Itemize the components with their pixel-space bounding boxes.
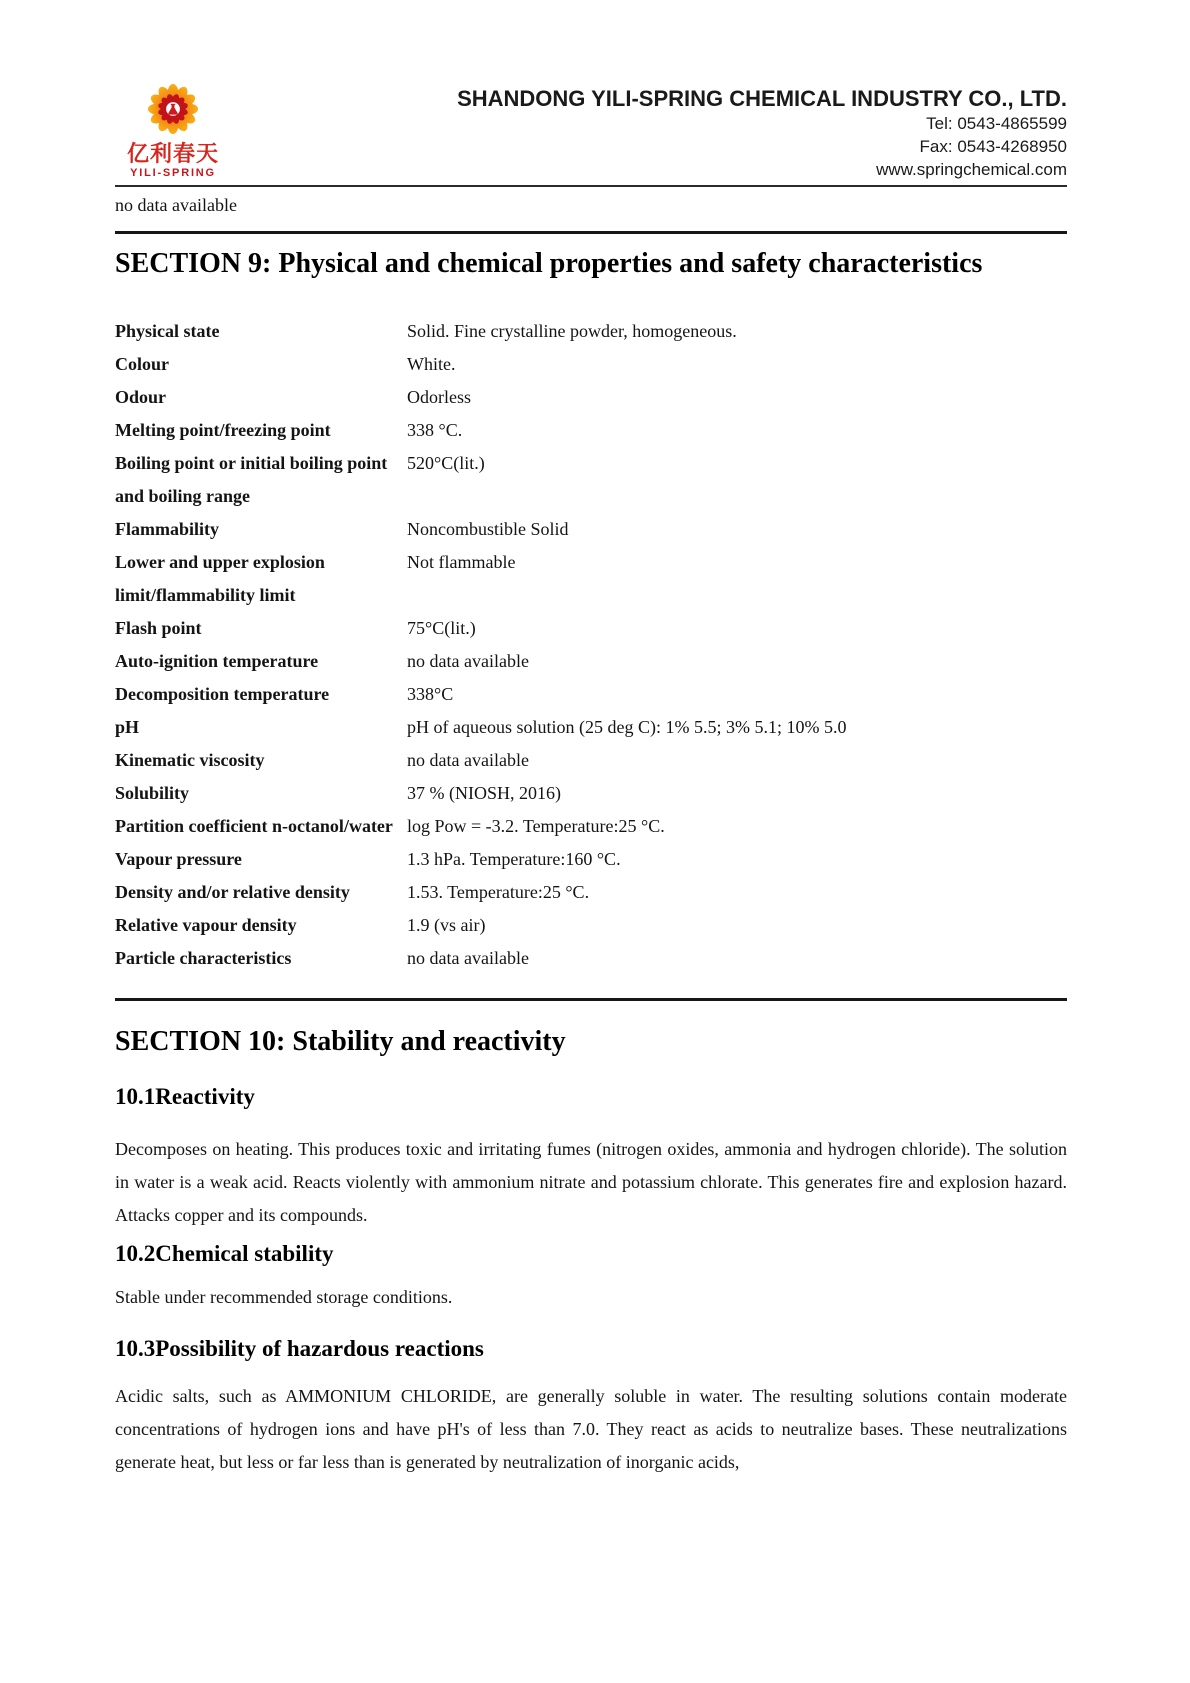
logo-chinese-name: 亿利春天 <box>126 141 219 166</box>
property-row <box>115 843 1067 876</box>
subsection-body: Decomposes on heating. This produces toxic and irritating fumes (nitrogen oxides, ammonia and hydrogen chloride). The solution in water is a weak acid. Reacts violently with ammonium nitrate and potassium chlorate. This generates fire and explosion hazard. Attacks copper and its compounds. <box>115 1139 1067 1225</box>
property-row <box>115 348 1067 381</box>
property-label: Physical state <box>115 321 220 341</box>
property-label: Lower and upper explosion limit/flammability limit <box>115 552 325 605</box>
property-row <box>115 612 1067 645</box>
property-value: 338°C <box>407 684 454 704</box>
properties-table <box>115 315 1067 975</box>
property-row <box>115 447 1067 513</box>
property-row <box>115 711 1067 744</box>
property-row <box>115 744 1067 777</box>
subsection-heading: 10.1Reactivity <box>115 1084 255 1109</box>
property-label: Boiling point or initial boiling point and boiling range <box>115 453 388 506</box>
property-row <box>115 678 1067 711</box>
subsection-heading: 10.2Chemical stability <box>115 1241 334 1266</box>
subsection <box>115 1083 1067 1232</box>
property-label: pH <box>115 717 140 737</box>
property-label: Melting point/freezing point <box>115 420 331 440</box>
property-label: Colour <box>115 354 169 374</box>
header <box>0 0 1190 187</box>
company-logo <box>124 78 222 179</box>
property-value: Noncombustible Solid <box>407 519 569 539</box>
property-value: Not flammable <box>407 552 516 572</box>
section-divider <box>115 998 1067 1001</box>
subsection <box>115 1240 1067 1314</box>
property-value: 75°C(lit.) <box>407 618 476 638</box>
property-value: no data available <box>407 948 529 968</box>
property-row <box>115 414 1067 447</box>
property-label: Relative vapour density <box>115 915 297 935</box>
property-value: log Pow = -3.2. Temperature:25 °C. <box>407 816 665 836</box>
property-label: Odour <box>115 387 167 407</box>
section-divider <box>115 231 1067 234</box>
property-label: Density and/or relative density <box>115 882 350 902</box>
header-divider <box>115 185 1067 187</box>
property-label: Flash point <box>115 618 202 638</box>
property-row <box>115 315 1067 348</box>
subsection-body: Stable under recommended storage conditions. <box>115 1287 453 1307</box>
property-value: 1.9 (vs air) <box>407 915 486 935</box>
property-row <box>115 546 1067 612</box>
section-10-title: SECTION 10: Stability and reactivity <box>115 1026 566 1057</box>
subsection <box>115 1335 1067 1479</box>
property-row <box>115 513 1067 546</box>
section-9-title: SECTION 9: Physical and chemical properties and safety characteristics <box>115 248 983 279</box>
subsection-body: Acidic salts, such as AMMONIUM CHLORIDE, are generally soluble in water. The resulting solutions contain moderate concentrations of hydrogen ions and have pH's of less than 7.0. They react as acids to neutralize bases. These neutralizations generate heat, but less or far less than is generated by neutralization of inorganic acids, <box>115 1386 1067 1472</box>
property-value: 338 °C. <box>407 420 463 440</box>
property-value: Solid. Fine crystalline powder, homogeneous. <box>407 321 737 341</box>
company-fax: Fax: 0543-4268950 <box>919 137 1067 156</box>
property-value: no data available <box>407 651 529 671</box>
property-value: 1.3 hPa. Temperature:160 °C. <box>407 849 621 869</box>
letterhead-contact-block <box>457 85 1067 181</box>
property-row <box>115 942 1067 975</box>
property-value: no data available <box>407 750 529 770</box>
property-value: 520°C(lit.) <box>407 453 485 473</box>
property-label: Partition coefficient n-octanol/water <box>115 816 393 836</box>
carryover-text: no data available <box>115 195 237 215</box>
document-body <box>0 193 1190 1479</box>
property-row <box>115 876 1067 909</box>
property-row <box>115 645 1067 678</box>
property-label: Flammability <box>115 519 219 539</box>
subsection-heading: 10.3Possibility of hazardous reactions <box>115 1336 484 1361</box>
flower-flask-logo-icon <box>136 78 210 140</box>
logo-english-name: YILI-SPRING <box>130 167 216 179</box>
company-website: www.springchemical.com <box>876 160 1067 179</box>
company-name: SHANDONG YILI-SPRING CHEMICAL INDUSTRY CO., LTD. <box>457 86 1067 111</box>
property-label: Decomposition temperature <box>115 684 330 704</box>
property-label: Particle characteristics <box>115 948 292 968</box>
property-row <box>115 909 1067 942</box>
property-value: Odorless <box>407 387 471 407</box>
property-label: Vapour pressure <box>115 849 242 869</box>
property-row <box>115 810 1067 843</box>
property-row <box>115 381 1067 414</box>
property-label: Solubility <box>115 783 190 803</box>
section-10-subsections <box>115 1083 1067 1479</box>
property-value: White. <box>407 354 456 374</box>
property-row <box>115 777 1067 810</box>
property-value: pH of aqueous solution (25 deg C): 1% 5.5; 3% 5.1; 10% 5.0 <box>407 717 847 737</box>
property-label: Auto-ignition temperature <box>115 651 319 671</box>
property-value: 37 % (NIOSH, 2016) <box>407 783 561 803</box>
company-tel: Tel: 0543-4865599 <box>926 114 1067 133</box>
property-label: Kinematic viscosity <box>115 750 265 770</box>
property-value: 1.53. Temperature:25 °C. <box>407 882 590 902</box>
